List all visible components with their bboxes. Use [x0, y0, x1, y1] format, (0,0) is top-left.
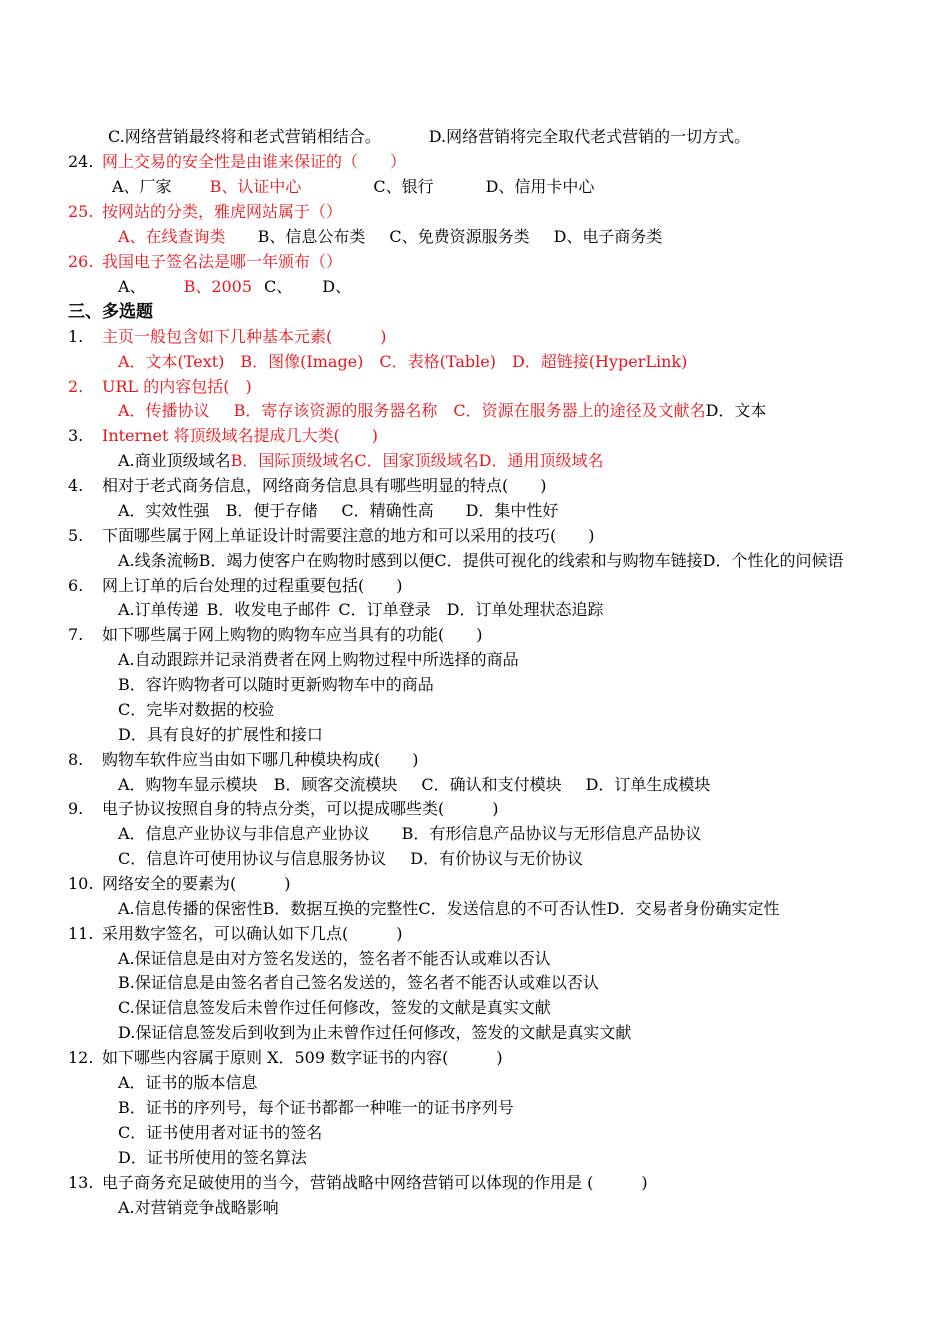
option-c: C．国家顶级域名: [354, 451, 479, 470]
mc-question-7-option-c: C．完毕对数据的校验: [118, 700, 275, 719]
mc-question-13: [68, 1172, 648, 1194]
option-c: C．精确性高: [341, 501, 434, 520]
option-d: D．订单处理状态追踪: [446, 600, 604, 619]
option-d: D.网络营销将完全取代老式营销的一切方式。: [428, 127, 751, 146]
question-text: Internet 将顶级域名提成几大类( ): [102, 426, 378, 445]
option-c: C．订单登录: [338, 600, 431, 619]
question-number: 11.: [68, 924, 94, 943]
option-c: C．资源在服务器上的途径及文献名: [453, 401, 706, 420]
option-d: D、: [322, 277, 352, 296]
prev-question-options: [108, 126, 750, 148]
option-d: D．订单生成模块: [585, 775, 711, 794]
option-b: B、2005: [183, 277, 253, 296]
question-text: 购物车软件应当由如下哪几种模块构成( ): [102, 750, 419, 769]
question-number: 9.: [68, 799, 84, 818]
option-a: A．信息产业协议与非信息产业协议: [118, 824, 370, 843]
question-text: 我国电子签名法是哪一年颁布（）: [102, 252, 343, 271]
option-d: D．集中性好: [465, 501, 559, 520]
question-26-options: [118, 276, 351, 298]
option-d: D．文本: [705, 401, 767, 420]
mc-question-2: [68, 376, 252, 398]
option-b: B．寄存该资源的服务器名称: [233, 401, 438, 420]
option-a: A.商业顶级域名: [118, 451, 231, 470]
question-number: 1.: [68, 327, 84, 346]
question-number: 2.: [68, 377, 84, 396]
mc-question-5: [68, 525, 595, 547]
option-b: B．竭力使客户在购物时感到以便: [198, 551, 435, 570]
question-text: 如下哪些内容属于原则 X．509 数字证书的内容( ): [102, 1048, 503, 1067]
section-title: 三、多选题: [68, 302, 153, 322]
option-a: A．传播协议: [118, 401, 210, 420]
mc-question-10-options: [118, 898, 780, 920]
option-a: A.订单传递: [118, 600, 199, 619]
question-text: 网上交易的安全性是由谁来保证的（ ）: [102, 152, 407, 171]
mc-question-1-options: [118, 351, 687, 373]
mc-question-2-options: [118, 400, 766, 422]
option-b: B．图像(Image): [240, 352, 364, 371]
question-number: 3.: [68, 426, 84, 445]
option-c: C．确认和支付模块: [421, 775, 562, 794]
question-number: 24.: [68, 152, 94, 171]
option-c: C、免费资源服务类: [389, 227, 530, 246]
option-d: D．通用顶级域名: [478, 451, 604, 470]
question-number: 10.: [68, 874, 94, 893]
mc-question-3-options: [118, 450, 604, 472]
option-d: D、电子商务类: [553, 227, 663, 246]
mc-question-1: [68, 326, 387, 348]
option-b: B．数据互换的完整性: [262, 899, 419, 918]
option-a: A.线条流畅: [118, 551, 199, 570]
mc-question-3: [68, 425, 378, 447]
question-25-options: [118, 226, 662, 248]
option-a: A．文本(Text): [118, 352, 225, 371]
question-text: 按网站的分类，雅虎网站属于（）: [102, 202, 343, 221]
option-d: D．个性化的问候语: [702, 551, 844, 570]
mc-question-12-option-b: B．证书的序列号，每个证书都都一种唯一的证书序列号: [118, 1098, 514, 1117]
question-number: 8.: [68, 750, 84, 769]
question-24: [68, 151, 406, 173]
option-a: A、: [118, 277, 146, 296]
question-text: 如下哪些属于网上购物的购物车应当具有的功能( ): [102, 625, 483, 644]
mc-question-6: [68, 575, 403, 597]
question-text: 电子协议按照自身的特点分类，可以提成哪些类( ): [102, 799, 499, 818]
option-b: B、认证中心: [209, 177, 302, 196]
option-c: C．提供可视化的线索和与购物车链接: [434, 551, 703, 570]
option-b: B．便于存储: [225, 501, 318, 520]
mc-question-12-option-a: A．证书的版本信息: [118, 1073, 258, 1092]
question-text: 网上订单的后台处理的过程重要包括( ): [102, 576, 403, 595]
option-a: A.信息传播的保密性: [118, 899, 263, 918]
mc-question-11: [68, 923, 403, 945]
question-text: 相对于老式商务信息，网络商务信息具有哪些明显的特点( ): [102, 476, 547, 495]
question-number: 13.: [68, 1173, 94, 1192]
mc-question-8-options: [118, 774, 710, 796]
mc-question-6-options: [118, 599, 604, 621]
option-c: C．表格(Table): [379, 352, 496, 371]
mc-question-5-options: [118, 550, 844, 572]
question-number: 26.: [68, 252, 94, 271]
option-a: A．实效性强: [118, 501, 210, 520]
question-24-options: [112, 176, 594, 198]
question-26: [68, 251, 342, 273]
option-b: B．收发电子邮件: [206, 600, 331, 619]
option-b: B．有形信息产品协议与无形信息产品协议: [401, 824, 702, 843]
option-a: A．购物车显示模块: [118, 775, 258, 794]
option-c: C．信息许可使用协议与信息服务协议: [118, 849, 387, 868]
mc-question-13-option-a: A.对营销竞争战略影响: [118, 1198, 279, 1217]
question-text: URL 的内容包括( ): [102, 377, 252, 396]
option-a: A、在线查询类: [118, 227, 226, 246]
question-number: 12.: [68, 1048, 94, 1067]
question-number: 6.: [68, 576, 84, 595]
question-text: 主页一般包含如下几种基本元素( ): [102, 327, 387, 346]
question-number: 4.: [68, 476, 84, 495]
mc-question-8: [68, 749, 419, 771]
question-text: 网络安全的要素为( ): [102, 874, 291, 893]
question-text: 电子商务充足破使用的当今，营销战略中网络营销可以体现的作用是 ( ): [102, 1173, 648, 1192]
option-d: D．有价协议与无价协议: [410, 849, 584, 868]
mc-question-9-options-cd: [118, 848, 583, 870]
option-b: B．顾客交流模块: [273, 775, 398, 794]
option-d: D．交易者身份确实定性: [606, 899, 780, 918]
option-c: C.网络营销最终将和老式营销相结合。: [108, 127, 381, 146]
mc-question-9-options-ab: [118, 823, 701, 845]
mc-question-11-option-c: C.保证信息签发后未曾作过任何修改，签发的文献是真实文献: [118, 998, 551, 1017]
question-number: 25.: [68, 202, 94, 221]
mc-question-11-option-d: D.保证信息签发后到收到为止未曾作过任何修改，签发的文献是真实文献: [118, 1023, 632, 1042]
question-25: [68, 201, 342, 223]
mc-question-7-option-d: D．具有良好的扩展性和接口: [118, 725, 323, 744]
option-b: B．国际顶级域名: [230, 451, 355, 470]
mc-question-11-option-a: A.保证信息是由对方签名发送的，签名者不能否认或难以否认: [118, 949, 551, 968]
mc-question-12-option-c: C．证书使用者对证书的签名: [118, 1123, 323, 1142]
mc-question-9: [68, 798, 499, 820]
question-number: 5.: [68, 526, 84, 545]
option-a: A、厂家: [112, 177, 172, 196]
option-d: D、信用卡中心: [485, 177, 595, 196]
mc-question-7: [68, 624, 483, 646]
mc-question-12: [68, 1047, 503, 1069]
mc-question-10: [68, 873, 291, 895]
mc-question-4-options: [118, 500, 558, 522]
mc-question-7-option-b: B．容许购物者可以随时更新购物车中的商品: [118, 675, 434, 694]
option-b: B、信息公布类: [257, 227, 366, 246]
mc-question-11-option-b: B.保证信息是由签名者自己签名发送的，签名者不能否认或难以否认: [118, 973, 599, 992]
mc-question-12-option-d: D．证书所使用的签名算法: [118, 1148, 307, 1167]
question-text: 采用数字签名，可以确认如下几点( ): [102, 924, 403, 943]
option-c: C、: [264, 277, 293, 296]
mc-question-4: [68, 475, 547, 497]
option-c: C．发送信息的不可否认性: [418, 899, 607, 918]
option-c: C、银行: [373, 177, 434, 196]
question-number: 7.: [68, 625, 84, 644]
question-text: 下面哪些属于网上单证设计时需要注意的地方和可以采用的技巧( ): [102, 526, 595, 545]
mc-question-7-option-a: A.自动跟踪并记录消费者在网上购物过程中所选择的商品: [118, 650, 519, 669]
option-d: D．超链接(HyperLink): [511, 352, 688, 371]
